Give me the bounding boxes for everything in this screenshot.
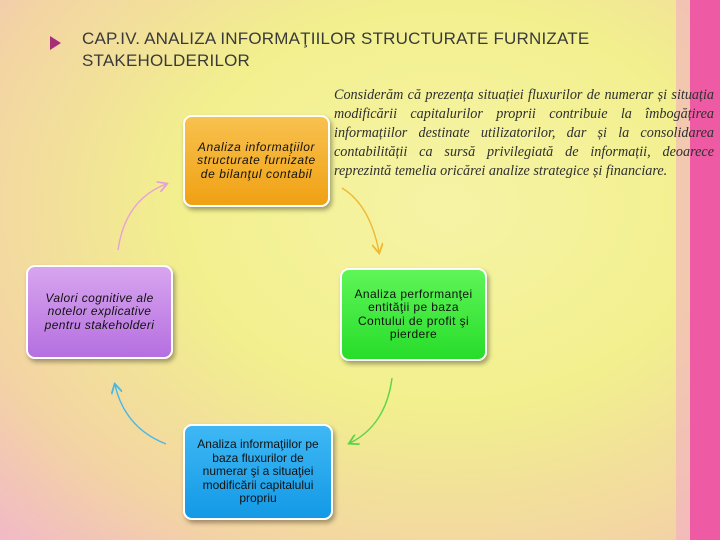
arrow-top-to-right — [342, 188, 379, 252]
slide-description: Considerăm că prezența situației fluxurilor de numerar și situația modificării capitalurilor proprii contribuie la îmbogățirea informațiilor destinate utilizatorilor, dar și la consolidarea contabilității ca sursă privilegiată de informații, deoarece reprezintă temelia oricărei analize strategice și financiare. — [334, 87, 714, 179]
cycle-node-top-label: Analiza informaţiilor structurate furnizate de bilanţul contabil — [197, 139, 316, 181]
cycle-node-bottom — [183, 424, 333, 520]
cycle-node-right-label: Analiza performanţei entităţii pe baza Contului de profit şi pierdere — [354, 286, 473, 341]
arrow-right-to-bottom — [350, 378, 392, 443]
cycle-node-bottom-label: Analiza informaţiilor pe baza fluxurilor de numerar şi a situaţiei modificării capitalului propriu — [197, 437, 319, 506]
cycle-node-right — [340, 268, 487, 361]
cycle-node-left — [26, 265, 173, 359]
slide-title: CAP.IV. ANALIZA INFORMAŢIILOR STRUCTURATE FURNIZATE STAKEHOLDERILOR — [82, 29, 590, 70]
arrow-bottom-to-left — [115, 385, 166, 444]
cycle-node-left-label: Valori cognitive ale notelor explicative pentru stakeholderi — [44, 290, 155, 332]
cycle-node-top — [183, 115, 330, 207]
arrow-left-to-top — [118, 184, 166, 250]
